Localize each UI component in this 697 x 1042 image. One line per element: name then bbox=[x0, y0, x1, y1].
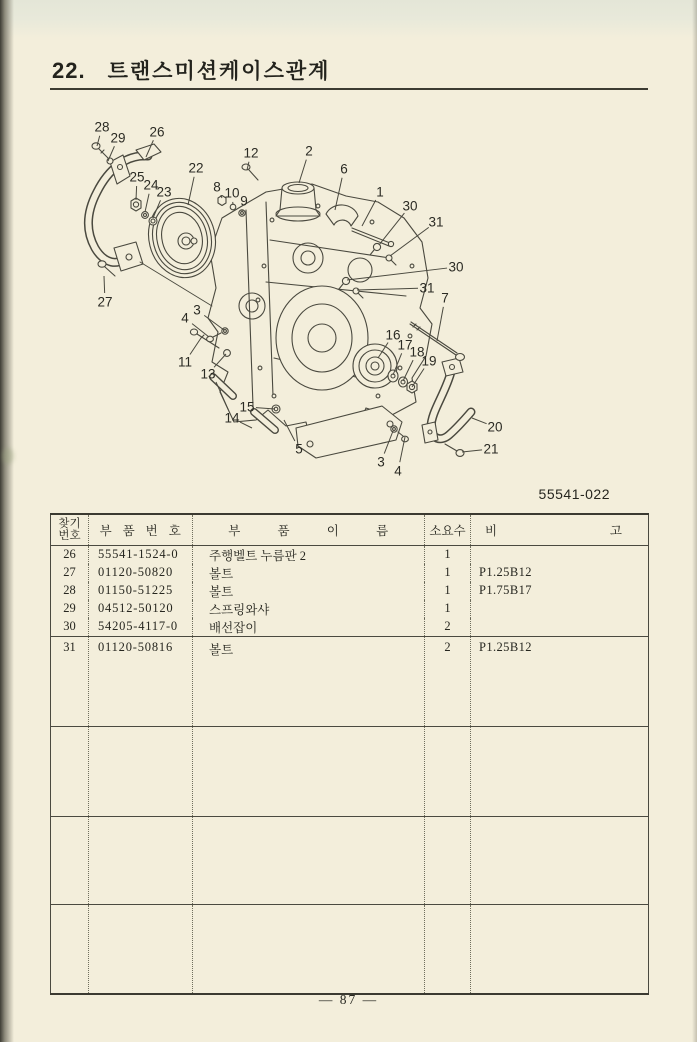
table-cell-pn: 54205-4117-0 bbox=[89, 618, 193, 637]
figure-code: 55541-022 bbox=[538, 486, 610, 502]
callout-number: 4 bbox=[181, 310, 189, 326]
callout-leader-line bbox=[240, 422, 252, 428]
callout-number: 26 bbox=[149, 124, 165, 140]
empty-row bbox=[51, 726, 649, 816]
table-row bbox=[51, 618, 649, 637]
table-cell-pn: 04512-50120 bbox=[89, 600, 193, 618]
parts-table-body-main bbox=[51, 545, 649, 636]
empty-row bbox=[51, 816, 649, 904]
callout-number: 9 bbox=[240, 193, 248, 209]
table-cell-pn: 01120-50820 bbox=[89, 564, 193, 582]
scan-top-band bbox=[0, 0, 697, 38]
table-cell-note bbox=[471, 545, 649, 564]
callout-number: 20 bbox=[487, 419, 503, 435]
parts-table-body-section bbox=[51, 636, 649, 726]
table-row bbox=[51, 564, 649, 582]
callout-number: 29 bbox=[110, 130, 126, 146]
table-cell-qty: 1 bbox=[425, 582, 471, 600]
parts-table-header bbox=[51, 514, 649, 545]
table-row bbox=[51, 600, 649, 618]
callout-leader-line bbox=[299, 160, 306, 183]
table-cell-no: 30 bbox=[51, 618, 89, 637]
table-cell-no: 27 bbox=[63, 565, 76, 579]
scan-smudge bbox=[2, 448, 14, 464]
callout-number: 4 bbox=[394, 463, 402, 479]
table-cell-name: 볼트 bbox=[193, 582, 425, 600]
title-underline bbox=[50, 88, 648, 90]
parts-table-empty-rows bbox=[51, 726, 649, 994]
callout-number: 1 bbox=[376, 184, 384, 200]
page-right-shadow bbox=[692, 0, 697, 1042]
header-part-name: 부 품 이 름 bbox=[193, 514, 425, 545]
callout-number: 31 bbox=[419, 280, 435, 296]
table-cell-name: 볼트 bbox=[193, 564, 425, 582]
table-cell-name: 주행벨트 누름판 2 bbox=[193, 545, 425, 564]
header-find-line1: 찾기 bbox=[58, 517, 81, 530]
exploded-view-diagram bbox=[60, 110, 560, 490]
table-cell-note bbox=[471, 600, 649, 618]
table-cell-note: P1.25B12 bbox=[471, 564, 649, 582]
callout-number: 24 bbox=[143, 177, 159, 193]
callout-number: 30 bbox=[448, 259, 464, 275]
table-cell-no: 26 bbox=[63, 547, 76, 561]
table-cell-note: P1.25B12 bbox=[471, 636, 649, 726]
callout-leader-line bbox=[104, 276, 105, 293]
table-cell-qty: 2 bbox=[425, 618, 471, 637]
table-cell-pn: 01150-51225 bbox=[89, 582, 193, 600]
callout-number: 15 bbox=[239, 399, 255, 415]
callout-number: 10 bbox=[224, 185, 240, 201]
table-cell-name: 볼트 bbox=[193, 636, 425, 726]
transmission-case-drawing bbox=[60, 110, 560, 490]
callout-number: 12 bbox=[243, 145, 259, 161]
callout-number: 7 bbox=[441, 290, 449, 306]
callout-number: 22 bbox=[188, 160, 204, 176]
page-title: 트랜스미션케이스관계 bbox=[107, 60, 331, 83]
callout-number: 31 bbox=[428, 214, 444, 230]
header-note-right: 고 bbox=[609, 523, 622, 538]
table-cell-no: 28 bbox=[63, 583, 76, 597]
section-title bbox=[52, 55, 330, 85]
callout-number: 3 bbox=[193, 302, 201, 318]
callout-number: 27 bbox=[97, 294, 113, 310]
section-number: 22. bbox=[52, 58, 86, 83]
table-cell-name: 배선잡이 bbox=[193, 618, 425, 637]
callout-number: 23 bbox=[156, 184, 172, 200]
callout-leader-line bbox=[190, 338, 201, 355]
callout-leader-line bbox=[472, 418, 487, 424]
table-cell-qty: 2 bbox=[425, 636, 471, 726]
table-row bbox=[51, 545, 649, 564]
table-row bbox=[51, 582, 649, 600]
callout-number: 25 bbox=[129, 169, 145, 185]
callout-leader-line bbox=[437, 307, 443, 341]
callout-leader-line bbox=[136, 186, 137, 200]
callout-number: 3 bbox=[377, 454, 385, 470]
header-note-left: 비 bbox=[485, 523, 498, 538]
callout-number: 28 bbox=[94, 119, 110, 135]
callout-number: 21 bbox=[483, 441, 499, 457]
empty-row bbox=[51, 904, 649, 994]
header-find-line2: 번호 bbox=[58, 529, 81, 542]
callout-number: 6 bbox=[340, 161, 348, 177]
header-find-number bbox=[51, 514, 89, 545]
callout-number: 19 bbox=[421, 353, 437, 369]
table-cell-no: 31 bbox=[51, 636, 89, 726]
callout-number: 16 bbox=[385, 327, 401, 343]
table-cell-no: 29 bbox=[63, 601, 76, 615]
callout-number: 13 bbox=[200, 366, 216, 382]
callout-number: 17 bbox=[397, 337, 413, 353]
table-cell-pn: 01120-50816 bbox=[89, 636, 193, 726]
callout-number: 8 bbox=[213, 179, 221, 195]
callout-leader-line bbox=[462, 450, 482, 452]
callout-number: 11 bbox=[177, 354, 193, 370]
callout-number: 2 bbox=[305, 143, 313, 159]
table-cell-note bbox=[471, 618, 649, 637]
header-part-number: 부 품 번 호 bbox=[89, 514, 193, 545]
table-cell-qty: 1 bbox=[425, 545, 471, 564]
callout-number: 14 bbox=[224, 410, 240, 426]
callout-leader-line bbox=[145, 194, 149, 212]
parts-table bbox=[50, 513, 649, 995]
table-cell-pn: 55541-1524-0 bbox=[89, 545, 193, 564]
table-cell-qty: 1 bbox=[425, 600, 471, 618]
table-row bbox=[51, 636, 649, 726]
callout-number: 18 bbox=[409, 344, 425, 360]
callout-number: 5 bbox=[295, 441, 303, 457]
table-cell-name: 스프링와샤 bbox=[193, 600, 425, 618]
header-quantity: 소요수 bbox=[425, 514, 471, 545]
table-cell-note: P1.75B17 bbox=[471, 582, 649, 600]
table-cell-qty: 1 bbox=[425, 564, 471, 582]
header-note bbox=[471, 514, 649, 545]
page-number: — 87 — bbox=[318, 992, 379, 1007]
book-spine-shadow bbox=[0, 0, 14, 1042]
callout-number: 30 bbox=[402, 198, 418, 214]
